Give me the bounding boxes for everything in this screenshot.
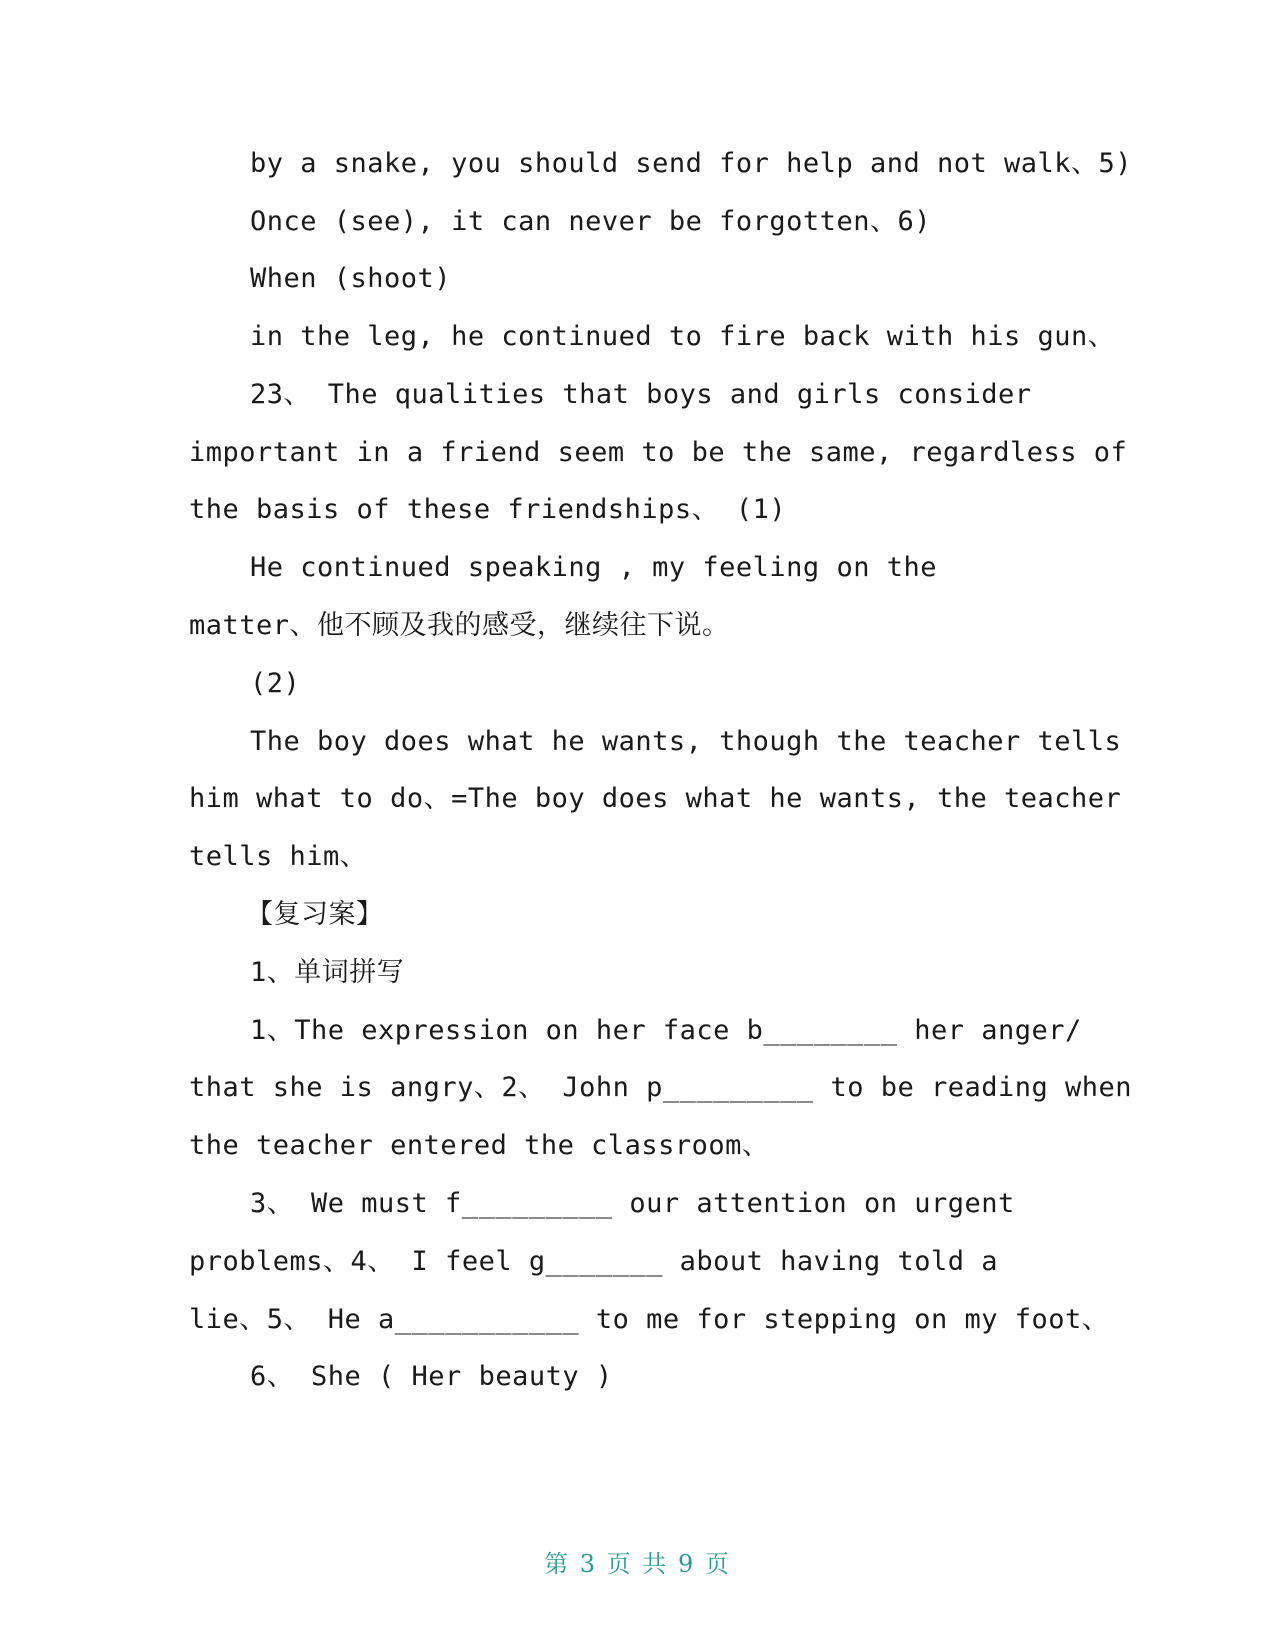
text-line: (2) (250, 668, 301, 699)
text-line: 3、 We must f_________ our attention on urgent (250, 1188, 1015, 1219)
section-subheading: 1、单词拼写 (250, 957, 405, 988)
text-line: by a snake, you should send for help and not walk、5) (250, 148, 1133, 179)
text-line: matter、他不顾及我的感受，继续往下说。 (189, 610, 730, 641)
text-line: The boy does what he wants, though the teacher tells (250, 726, 1122, 757)
section-heading: 【复习案】 (246, 899, 384, 930)
text-line: that she is angry、2、 John p_________ to be reading when (189, 1072, 1133, 1103)
text-line: important in a friend seem to be the same, regardless of (189, 437, 1128, 468)
page-number-footer: 第 3 页 共 9 页 (544, 1550, 731, 1578)
text-line: him what to do、=The boy does what he wants, the teacher (189, 783, 1122, 814)
text-line: He continued speaking , my feeling on the (250, 552, 937, 583)
text-line: When (shoot) (250, 263, 452, 294)
text-line: the basis of these friendships、 (1) (189, 494, 787, 525)
text-line: the teacher entered the classroom、 (189, 1130, 770, 1161)
text-line: Once (see), it can never be forgotten、6) (250, 206, 931, 237)
text-line: in the leg, he continued to fire back with his gun、 (250, 321, 1116, 352)
text-line: lie、5、 He a___________ to me for stepping on my foot、 (189, 1304, 1110, 1335)
text-line: 6、 She ( Her beauty ) (250, 1361, 613, 1392)
text-line: 1、The expression on her face b________ her anger/ (250, 1015, 1082, 1046)
text-line: tells him、 (189, 841, 368, 872)
text-line: problems、4、 I feel g_______ about having told a (189, 1246, 998, 1277)
text-line: 23、 The qualities that boys and girls consider (250, 379, 1032, 410)
